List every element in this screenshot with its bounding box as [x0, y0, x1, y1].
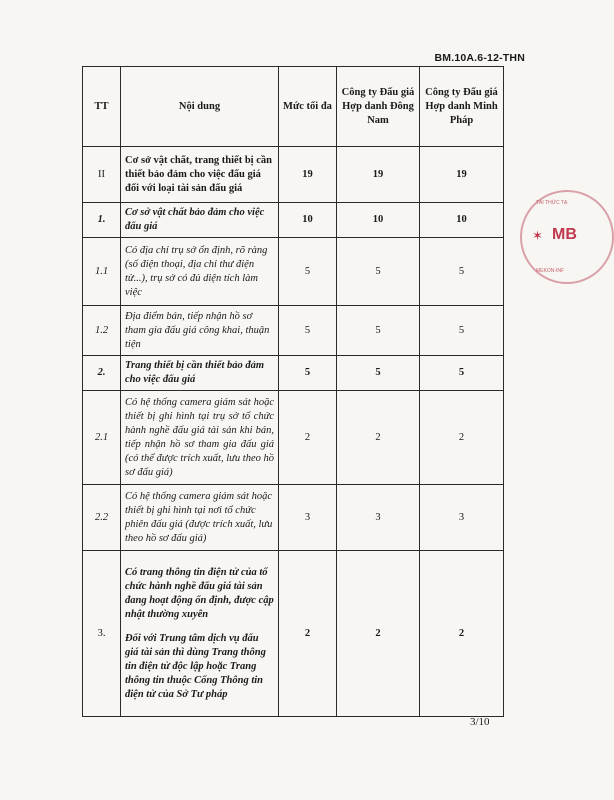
row-value-1: 2	[337, 391, 420, 485]
document-code: BM.10A.6-12-THN	[434, 52, 525, 64]
row-content: Trang thiết bị cần thiết bảo đảm cho việc đấu giá	[121, 356, 279, 391]
row-tt: 2.1	[83, 391, 121, 485]
header-company-minh-phap: Công ty Đấu giá Hợp danh Minh Pháp	[420, 67, 504, 147]
row-content: Cơ sở vật chất, trang thiết bị cần thiết bảo đảm cho việc đấu giá đối với loại tài sản đấu giá	[121, 147, 279, 203]
header-content: Nội dung	[121, 67, 279, 147]
table-row	[83, 391, 504, 485]
row-tt: 1.2	[83, 306, 121, 356]
row-content-note: Đối với Trung tâm dịch vụ đấu giá tài sản thì dùng Trang thông tin điện tử độc lập hoặc Trang thông tin thuộc Cổng Thông tin điện tử của Sở Tư pháp	[125, 632, 266, 700]
row-value-2: 2	[420, 551, 504, 717]
table-row	[83, 203, 504, 238]
row-tt: 2.2	[83, 485, 121, 551]
stamp-top-text: TÀI THỨC TẠ	[536, 200, 568, 206]
row-max: 5	[279, 238, 337, 306]
row-max: 10	[279, 203, 337, 238]
row-value-2: 5	[420, 238, 504, 306]
row-value-2: 2	[420, 391, 504, 485]
header-max-score: Mức tối đa	[279, 67, 337, 147]
row-max: 5	[279, 356, 337, 391]
row-content: Có hệ thống camera giám sát hoặc thiết bị ghi hình tại nơi tổ chức phiên đấu giá (được trích xuất, lưu theo hồ sơ đấu giá)	[121, 485, 279, 551]
table-row	[83, 551, 504, 717]
table-row	[83, 238, 504, 306]
row-max: 5	[279, 306, 337, 356]
row-content: Cơ sở vật chất bảo đảm cho việc đấu giá	[121, 203, 279, 238]
row-tt: 2.	[83, 356, 121, 391]
row-content-main: Có trang thông tin điện tử của tổ chức hành nghề đấu giá tài sản đang hoạt động ổn định, được cập nhật thường xuyên	[125, 566, 274, 620]
row-content	[121, 551, 279, 717]
page-number: 3/10	[470, 716, 490, 728]
table-row	[83, 306, 504, 356]
row-value-1: 3	[337, 485, 420, 551]
row-tt: 3.	[83, 551, 121, 717]
row-max: 2	[279, 551, 337, 717]
row-tt: II	[83, 147, 121, 203]
row-value-1: 5	[337, 306, 420, 356]
row-content: Địa điểm bán, tiếp nhận hồ sơ tham gia đấu giá công khai, thuận tiện	[121, 306, 279, 356]
company-stamp	[520, 190, 614, 284]
row-content: Có địa chỉ trụ sở ổn định, rõ ràng (số điện thoại, địa chỉ thư điện tử...), trụ sở có đủ diện tích làm việc	[121, 238, 279, 306]
table-row	[83, 356, 504, 391]
stamp-bottom-text: MEKON-INF	[536, 268, 565, 274]
row-value-2: 19	[420, 147, 504, 203]
stamp-logo: MB	[552, 226, 577, 243]
row-value-1: 19	[337, 147, 420, 203]
row-content: Có hệ thống camera giám sát hoặc thiết bị ghi hình tại trụ sở tổ chức hành nghề đấu giá tài sản khi bán, tiếp nhận hồ sơ tham gia đấu giá (có thể được trích xuất, lưu theo hồ sơ đấu giá)	[121, 391, 279, 485]
row-value-1: 2	[337, 551, 420, 717]
table-row	[83, 485, 504, 551]
row-max: 2	[279, 391, 337, 485]
header-company-dong-nam: Công ty Đấu giá Hợp danh Đông Nam	[337, 67, 420, 147]
row-value-1: 5	[337, 238, 420, 306]
header-tt: TT	[83, 67, 121, 147]
row-value-2: 5	[420, 356, 504, 391]
row-max: 3	[279, 485, 337, 551]
table-header-row	[83, 67, 504, 147]
row-value-2: 3	[420, 485, 504, 551]
row-value-2: 10	[420, 203, 504, 238]
row-value-1: 10	[337, 203, 420, 238]
row-value-2: 5	[420, 306, 504, 356]
evaluation-table	[82, 66, 504, 717]
row-tt: 1.1	[83, 238, 121, 306]
table-row	[83, 147, 504, 203]
row-value-1: 5	[337, 356, 420, 391]
row-tt: 1.	[83, 203, 121, 238]
row-max: 19	[279, 147, 337, 203]
star-icon: ✶	[532, 228, 543, 243]
